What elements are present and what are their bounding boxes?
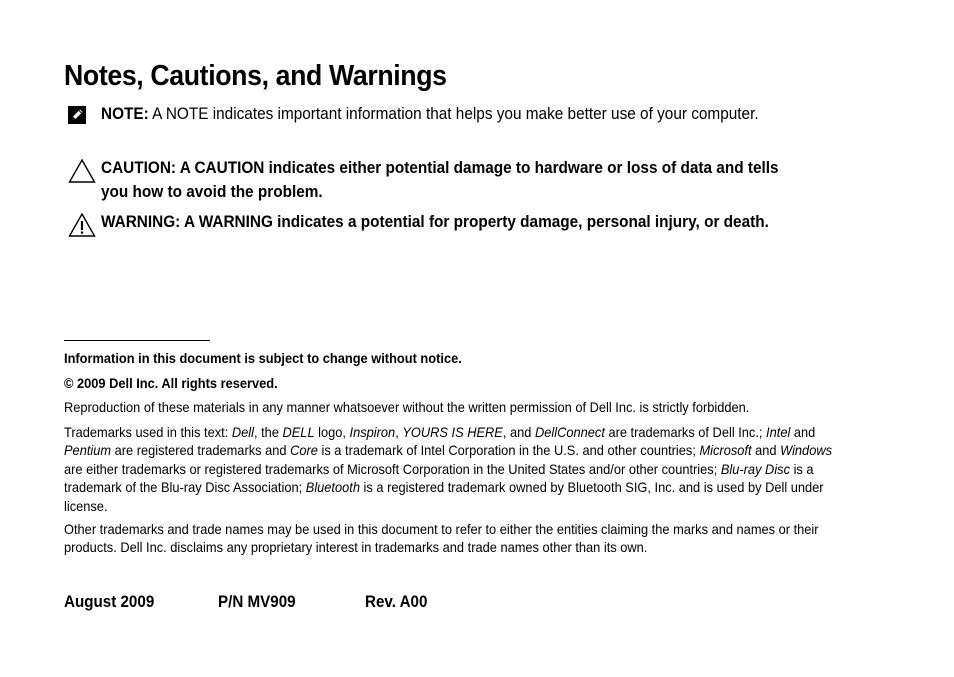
trademark-name: DellConnect [534, 425, 605, 440]
note-label: NOTE: [101, 105, 149, 123]
trademark-name: Core [290, 443, 318, 459]
trademark-name: DELL [282, 425, 315, 440]
warning-notice [64, 210, 864, 236]
trademark-text-run: logo, [314, 425, 350, 440]
caution-notice [64, 156, 864, 204]
trademark-text-run: and [790, 425, 816, 440]
other-trademarks-text: Other trademarks and trade names may be used in this document to refer to either the entities claiming the marks and names or their products. Dell Inc. disclaims any proprietary interest in trademarks and trade names other than its own. [64, 522, 819, 556]
copyright-text: © 2009 Dell Inc. All rights reserved. [64, 376, 278, 391]
part-number: P/N MV909 [218, 593, 296, 611]
trademark-text-run: are either trademarks or registered trademarks of Microsoft Corporation in the United States and/or other countries; [64, 461, 721, 477]
trademark-name: YOURS IS HERE [402, 425, 503, 440]
change-notice-text: Information in this document is subject to change without notice. [64, 351, 462, 366]
trademark-text-run: , and [502, 425, 535, 440]
trademark-text-run: are trademarks of Dell Inc.; [604, 425, 767, 440]
trademark-name: Dell [231, 425, 254, 440]
trademark-text-run: , [395, 425, 403, 440]
trademark-name: Windows [780, 443, 833, 459]
trademark-text-run: , the [253, 425, 283, 440]
trademark-name: Inspiron [349, 425, 396, 440]
page-title: Notes, Cautions, and Warnings [64, 60, 447, 92]
pencil-note-icon [68, 106, 86, 131]
note-notice [64, 102, 864, 150]
trademarks-paragraph [64, 424, 845, 516]
trademark-text-run: and [751, 443, 781, 459]
trademark-text-run: are registered trademarks and [111, 443, 291, 459]
footnote-divider [64, 340, 210, 341]
trademark-text-run: Trademarks used in this text: [64, 425, 232, 440]
caution-text: CAUTION: A CAUTION indicates either potential damage to hardware or loss of data and tells you how to avoid the problem. [101, 159, 779, 201]
publication-date: August 2009 [64, 593, 155, 611]
trademark-name: Pentium [64, 443, 112, 459]
warning-triangle-icon [68, 212, 96, 245]
trademark-name: Blu-ray Disc [720, 461, 791, 477]
revision: Rev. A00 [365, 593, 428, 611]
trademark-name: Intel [766, 425, 791, 440]
trademark-name: Microsoft [699, 443, 752, 459]
trademark-text-run: is a registered trademark owned by Bluetooth SIG, Inc. and is used by Dell under license. [64, 480, 824, 514]
caution-triangle-icon [68, 158, 96, 191]
trademark-name: Bluetooth [305, 480, 360, 496]
reproduction-text: Reproduction of these materials in any manner whatsoever without the written permission of Dell Inc. is strictly forbidden. [64, 400, 750, 415]
trademark-text-run: is a trademark of the Blu-ray Disc Association; [64, 461, 814, 496]
warning-text: WARNING: A WARNING indicates a potential for property damage, personal injury, or death. [101, 213, 769, 231]
note-text: A NOTE indicates important information that helps you make better use of your computer. [152, 105, 759, 123]
trademark-text-run: is a trademark of Intel Corporation in the U.S. and other countries; [317, 443, 700, 459]
